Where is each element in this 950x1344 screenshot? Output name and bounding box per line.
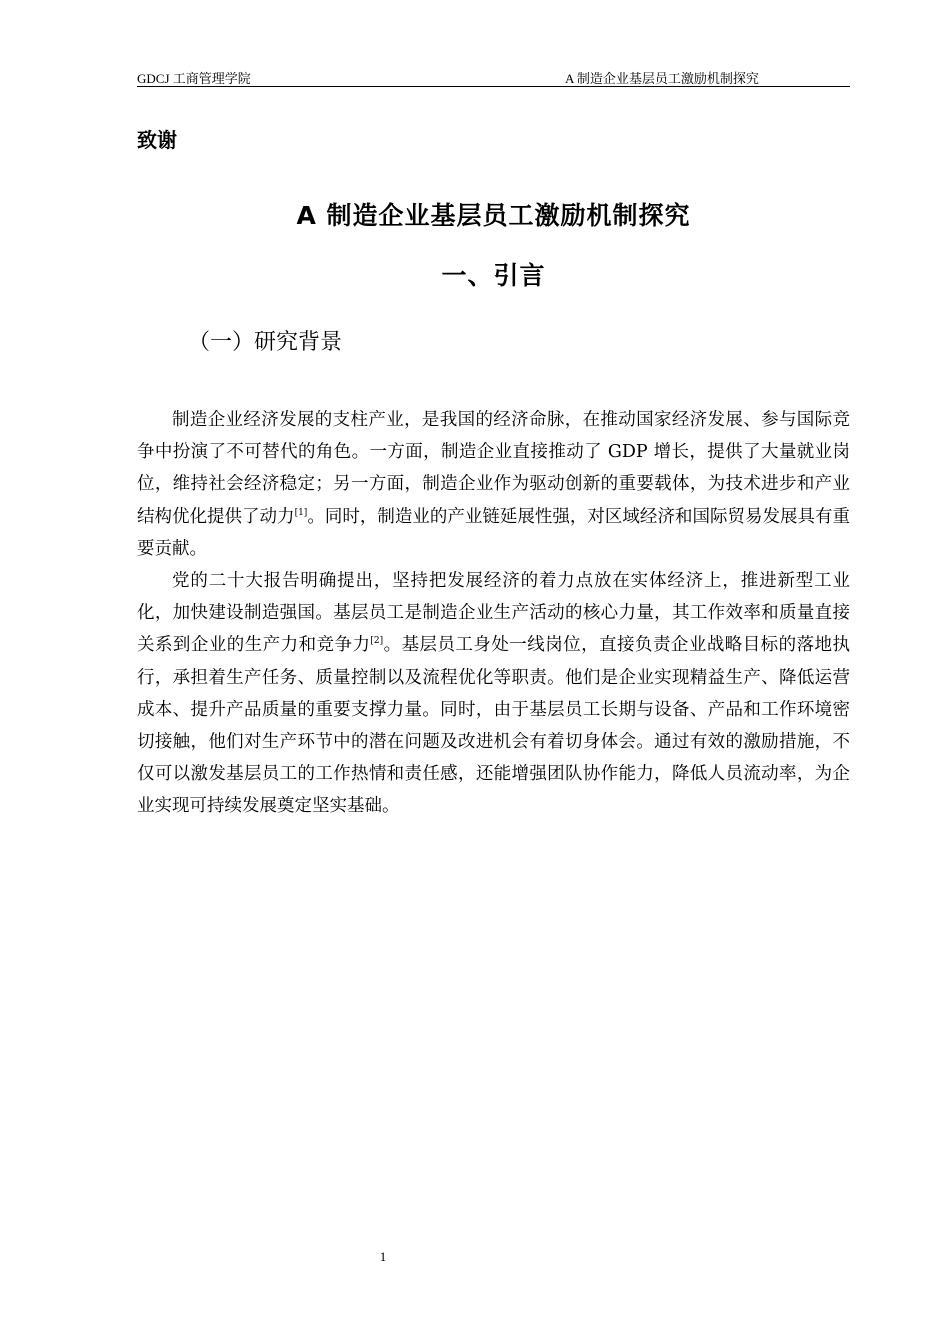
paragraph	[137, 404, 850, 565]
body-text	[137, 404, 850, 823]
paragraph-text: 。同时，制造业的产业链延展性强，对区域经济和国际贸易发展具有重要贡献。	[137, 506, 851, 559]
paragraph-text: 。基层员工身处一线岗位，直接负责企业战略目标的落地执行，承担着生产任务、质量控制以及流程优化等职责。他们是企业实现精益生产、降低运营成本、提升产品质量的重要支撑力量。同时，由于基层员工长期与设备、产品和工作环境密切接触，他们对生产环节中的潜在问题及改进机会有着切身体会。通过有效的激励措施，不仅可以激发基层员工的工作热情和责任感，还能增强团队协作能力，降低人员流动率，为企业实现可持续发展奠定坚实基础。	[137, 635, 851, 817]
section-heading: 一、引言	[441, 261, 546, 290]
subsection-heading: （一）研究背景	[188, 330, 343, 355]
acknowledgement-heading: 致谢	[137, 128, 177, 152]
thesis-title: A 制造企业基层员工激励机制探究	[296, 201, 691, 230]
page-header	[137, 66, 850, 87]
paragraph-text: 制造企业经济发展的支柱产业，是我国的经济命脉，在推动国家经济发展、参与国际竞争中扮演了不可替代的角色。一方面，制造企业直接推动了 GDP 增长，提供了大量就业岗位，维持社会经济稳定；另一方面，制造企业作为驱动创新的重要载体，为技术进步和产业结构优化提供了动力	[137, 410, 850, 527]
header-thesis-title: A 制造企业基层员工激励机制探究	[565, 71, 759, 86]
paragraph	[137, 565, 850, 823]
page-number: 1	[379, 1249, 387, 1264]
header-institution: GDCJ 工商管理学院	[137, 71, 251, 86]
citation-marker[interactable]: [1]	[294, 507, 308, 518]
paragraph-text: 党的二十大报告明确提出，坚持把发展经济的着力点放在实体经济上，推进新型工业化，加快建设制造强国。基层员工是制造企业生产活动的核心力量，其工作效率和质量直接关系到企业的生产力和竞争力	[137, 571, 850, 656]
citation-marker[interactable]: [2]	[370, 636, 384, 647]
